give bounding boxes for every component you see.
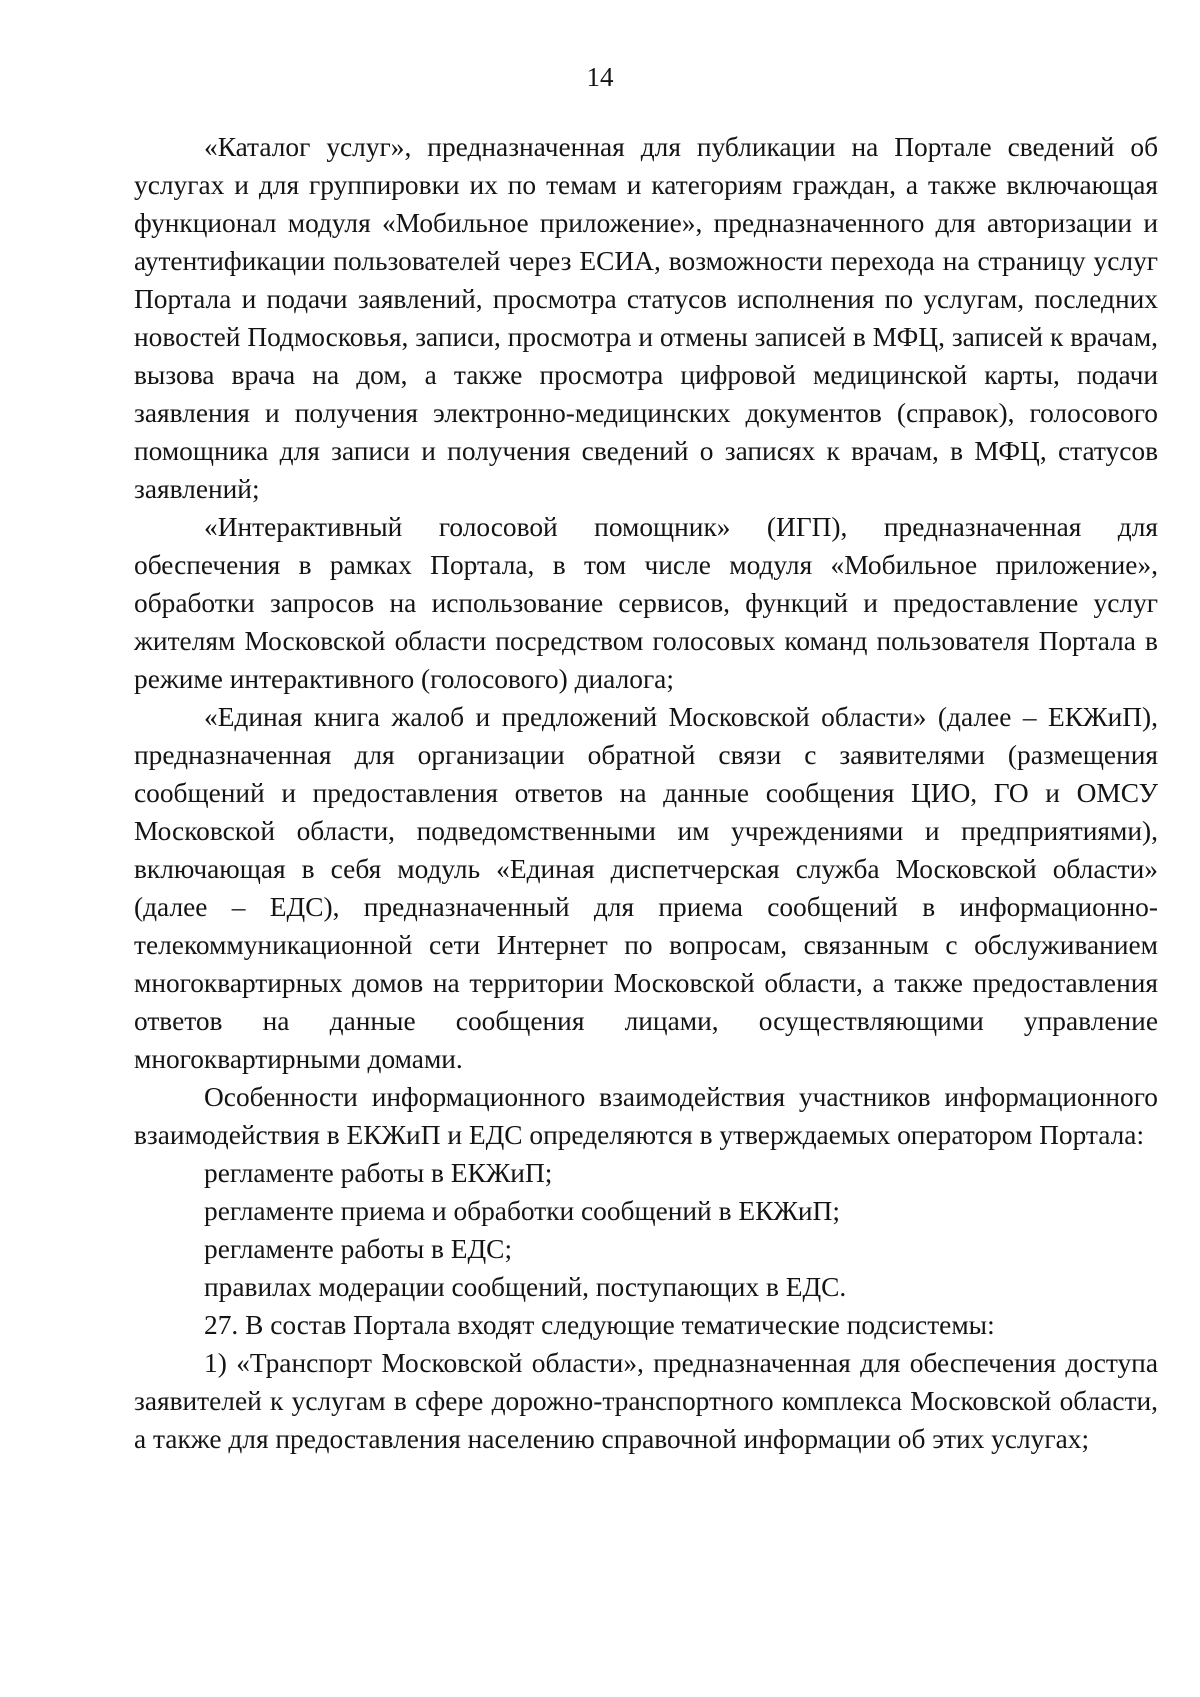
section-27-heading: 27. В состав Портала входят следующие тематические подсистемы: [204, 1310, 995, 1340]
section-27-item-1: 1) «Транспорт Московской области», предназначенная для обеспечения доступа заявителей к услугам в сфере дорожно-транспортного комплекса Московской области, а также для предоставления населению справочной информации об этих услугах; [134, 1348, 1158, 1454]
list-item-ekzhip-message-processing: регламенте приема и обработки сообщений в ЕКЖиП; [204, 1196, 840, 1226]
paragraph-voice-assistant: «Интерактивный голосовой помощник» (ИГП), предназначенная для обеспечения в рамках Портала, в том числе модуля «Мобильное приложение», обработки запросов на использование сервисов, функций и предоставление услуг жителям Московской области посредством голосовых команд пользователя Портала в режиме интерактивного (голосового) диалога; [134, 512, 1158, 694]
list-item-ekzhip-regulations: регламенте работы в ЕКЖиП; [204, 1158, 553, 1188]
paragraph-interaction-features: Особенности информационного взаимодействия участников информационного взаимодействия в ЕКЖиП и ЕДС определяются в утверждаемых оператором Портала: [134, 1082, 1158, 1150]
list-item-eds-regulations: регламенте работы в ЕДС; [204, 1234, 513, 1264]
paragraph-catalog-services: «Каталог услуг», предназначенная для публикации на Портале сведений об услугах и для группировки их по темам и категориям граждан, а также включающая функционал модуля «Мобильное приложение», предназначенного для авторизации и аутентификации пользователей через ЕСИА, возможности перехода на страницу услуг Портала и подачи заявлений, просмотра статусов исполнения по услугам, последних новостей Подмосковья, записи, просмотра и отмены записей в МФЦ, записей к врачам, вызова врача на дом, а также просмотра цифровой медицинской карты, подачи заявления и получения электронно-медицинских документов (справок), голосового помощника для записи и получения сведений о записях к врачам, в МФЦ, статусов заявлений; [134, 132, 1158, 504]
list-item-eds-moderation-rules: правилах модерации сообщений, поступающих в ЕДС. [204, 1272, 847, 1302]
paragraph-complaints-book: «Единая книга жалоб и предложений Московской области» (далее – ЕКЖиП), предназначенная для организации обратной связи с заявителями (размещения сообщений и предоставления ответов на данные сообщения ЦИО, ГО и ОМСУ Московской области, подведомственными им учреждениями и предприятиями), включающая в себя модуль «Единая диспетчерская служба Московской области» (далее – ЕДС), предназначенный для приема сообщений в информационно-телекоммуникационной сети Интернет по вопросам, связанным с обслуживанием многоквартирных домов на территории Московской области, а также предоставления ответов на данные сообщения лицами, осуществляющими управление многоквартирными домами. [134, 702, 1158, 1074]
document-body [134, 128, 1158, 1458]
page-number: 14 [586, 62, 614, 92]
